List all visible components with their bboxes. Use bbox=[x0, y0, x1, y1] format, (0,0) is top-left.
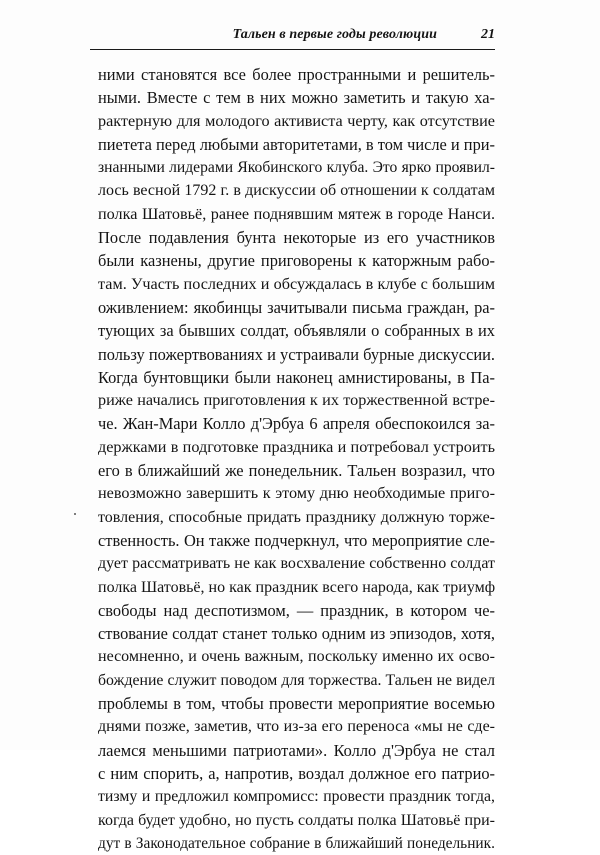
text-line: с ним спорить, а, напротив, воздал должное его патрио- bbox=[98, 763, 495, 783]
text-line: когда будет удобно, но пусть солдаты полка Шатовьё при- bbox=[98, 811, 495, 829]
text-line: рактерную для молодого активиста черту, как отсутствие bbox=[98, 111, 495, 130]
text-line: товления, способные придать празднику должную торже- bbox=[98, 508, 495, 526]
text-line: ствование солдат станет только одним из эпизодов, хотя, bbox=[98, 624, 495, 644]
text-line: там. Участь последних и обсуждалась в клубе с большим bbox=[98, 274, 495, 293]
text-line: тизму и предложил компромисс: провести праздник тогда, bbox=[98, 788, 495, 806]
text-line: После подавления бунта некоторые из его участников bbox=[98, 228, 495, 248]
text-line: дует рассматривать не как восхваление собственно солдат bbox=[98, 555, 495, 573]
text-line: риже начались приготовления к их торжественной встре- bbox=[98, 391, 495, 410]
header-rule bbox=[90, 49, 495, 50]
text-line: несомненно, и очень важным, поскольку именно их осво- bbox=[98, 648, 495, 666]
text-line: дут в Законодательное собрание в ближайший понедельник. bbox=[98, 834, 495, 852]
text-line: полка Шатовьё, ранее поднявшим мятеж в городе Нанси. bbox=[98, 204, 495, 223]
text-line: бождение служит поводом для торжества. Тальен не видел bbox=[98, 671, 495, 689]
text-line: невозможно завершить к этому дню необходимые приго- bbox=[98, 484, 495, 503]
text-line: Когда бунтовщики были наконец амнистированы, в Па- bbox=[98, 367, 495, 387]
body-paragraph bbox=[98, 63, 495, 855]
text-line: ственность. Он также подчеркнул, что мероприятие сле- bbox=[98, 530, 495, 550]
page-number: 21 bbox=[481, 27, 495, 42]
text-line: оживлением: якобинцы зачитывали письма граждан, ра- bbox=[98, 297, 495, 317]
text-line: лаемся меньшими патриотами». Колло д'Эрбуа не стал bbox=[98, 740, 495, 760]
running-header bbox=[90, 25, 495, 49]
text-line: его в ближайший же понедельник. Тальен возразил, что bbox=[98, 461, 495, 481]
text-line: пиетета перед любыми авторитетами, в том числе и при- bbox=[98, 134, 495, 154]
text-line: полка Шатовьё, но как праздник всего народа, как триумф bbox=[98, 578, 495, 596]
text-line: держками в подготовке праздника и потребовал устроить bbox=[98, 437, 495, 456]
text-line: знанными лидерами Якобинского клуба. Это ярко проявил- bbox=[98, 159, 495, 177]
text-line: пользу пожертвованиях и устраивали бурные дискуссии. bbox=[98, 344, 495, 364]
text-line: лось весной 1792 г. в дискуссии об отношении к солдатам bbox=[98, 182, 495, 200]
text-line: были казнены, другие приговорены к каторжным рабо- bbox=[98, 251, 495, 271]
text-line: днями позже, заметив, что из-за его переноса «мы не сде- bbox=[98, 718, 495, 736]
text-line: тующих за бывших солдат, объявляли о собранных в их bbox=[98, 321, 495, 341]
text-line: свободы над деспотизмом, — праздник, в котором че- bbox=[98, 600, 495, 620]
text-line: че. Жан-Мари Колло д'Эрбуа 6 апреля обеспокоился за- bbox=[98, 414, 495, 434]
text-line: проблемы в том, чтобы провести мероприятие восемью bbox=[98, 694, 495, 714]
running-title: Тальен в первые годы революции bbox=[232, 27, 437, 42]
text-line: ними становятся все более пространными и решитель- bbox=[98, 65, 495, 84]
margin-speck bbox=[74, 513, 76, 515]
text-line: ными. Вместе с тем в них можно заметить и такую ха- bbox=[98, 88, 495, 108]
